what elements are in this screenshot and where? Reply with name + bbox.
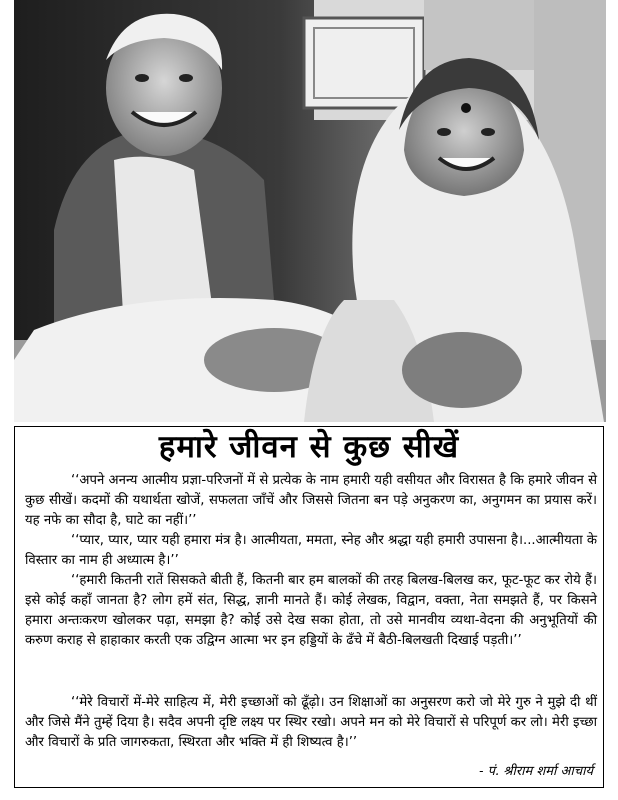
couple-photo	[14, 0, 606, 422]
quote-paragraph	[25, 471, 597, 531]
page-frame	[14, 0, 606, 792]
quote-paragraph	[25, 571, 597, 651]
quote-text: ‘‘हमारी कितनी रातें सिसकते बीती हैं, कितनी बार हम बालकों की तरह बिलख-बिलख कर, फूट-फूट कर रोये हैं। इसे कोई कहाँ जानता है? लोग हमें संत, सिद्ध, ज्ञानी मानते हैं। कोई लेखक, विद्वान, वक्ता, नेता समझते हैं, पर किसने हमारा अन्तःकरण खोलकर पढ़ा, समझा है? कोई उसे देख सका होता, तो उसे मानवीय व्यथा-वेदना की अनुभूतियों की करुण कराह से हाहाकार करती एक उद्विग्न आत्मा भर इन हड्डियों के ढँचे में बैठी-बिलखती दिखाई पड़ती।’’	[25, 573, 597, 648]
quote-paragraph	[25, 693, 597, 753]
quote-paragraph	[25, 531, 597, 571]
author-signature: - पं. श्रीराम शर्मा आचार्य	[479, 764, 593, 779]
quote-box	[14, 426, 604, 788]
quote-text: ‘‘मेरे विचारों में-मेरे साहित्य में, मेरी इच्छाओं को ढूँढ़ो। उन शिक्षाओं का अनुसरण करो जो मेरे गुरु ने मुझे दी थीं और जिसे मैंने तुम्हें दिया है। सदैव अपनी दृष्टि लक्ष्य पर स्थिर रखो। अपने मन को मेरे विचारों से परिपूर्ण कर लो। मेरी इच्छा और विचारों के प्रति जागरुकता, स्थिरता और भक्ति में ही शिष्यत्व है।’’	[25, 695, 597, 750]
article-title: हमारे जीवन से कुछ सीखें	[158, 429, 460, 465]
quote-text: ‘‘अपने अनन्य आत्मीय प्रज्ञा-परिजनों में से प्रत्येक के नाम हमारी यही वसीयत और विरासत है कि हमारे जीवन से कुछ सीखें। कदमों की यथार्थता खोजें, सफलता जाँचें और जिससे जितना बन पड़े अनुकरण का, अनुगमन का प्रयास करें। यह नफे का सौदा है, घाटे का नहीं।’’	[25, 473, 597, 528]
quote-text: ‘‘प्यार, प्यार, प्यार यही हमारा मंत्र है। आत्मीयता, ममता, स्नेह और श्रद्धा यही हमारी उपासना है।...आत्मीयता के विस्तार का नाम ही अध्यात्म है।’’	[25, 533, 597, 568]
